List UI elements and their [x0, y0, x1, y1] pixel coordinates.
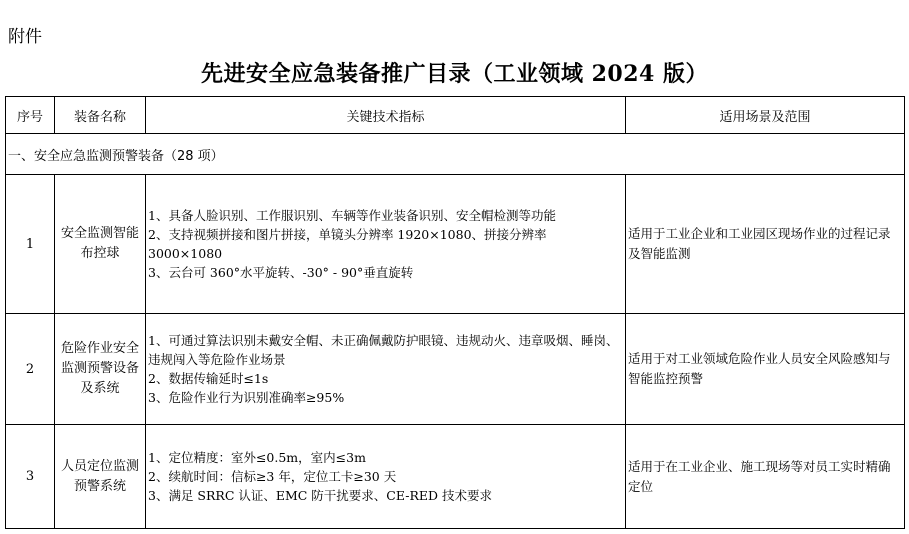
row-number: 2: [6, 314, 55, 425]
header-row: [6, 97, 905, 134]
spec-line: 2、续航时间：信标≥3 年，定位工卡≥30 天: [148, 469, 397, 484]
spec-line: 3、危险作业行为识别准确率≥95%: [148, 390, 345, 405]
spec-line: 2、支持视频拼接和图片拼接，单镜头分辨率 1920×1080、拼接分辨率 3000×1080: [148, 227, 547, 261]
column-header-key-specs: 关键技术指标: [146, 97, 626, 134]
key-specs: [146, 314, 626, 425]
row-number: 3: [6, 425, 55, 529]
equipment-name: 危险作业安全监测预警设备及系统: [55, 314, 146, 425]
equipment-name: 安全监测智能布控球: [55, 175, 146, 314]
equipment-catalog-table: [5, 96, 905, 529]
spec-line: 3、云台可 360°水平旋转、-30° - 90°垂直旋转: [148, 265, 414, 280]
application-scope: 适用于工业企业和工业园区现场作业的过程记录及智能监测: [626, 175, 905, 314]
column-header-scope: 适用场景及范围: [626, 97, 905, 134]
table-row: [6, 425, 905, 529]
row-number: 1: [6, 175, 55, 314]
attachment-label: 附件: [8, 27, 42, 47]
key-specs: [146, 175, 626, 314]
application-scope: 适用于在工业企业、施工现场等对员工实时精确定位: [626, 425, 905, 529]
application-scope: 适用于对工业领域危险作业人员安全风险感知与智能监控预警: [626, 314, 905, 425]
spec-line: 2、数据传输延时≤1s: [148, 371, 269, 386]
column-header-number: 序号: [6, 97, 55, 134]
table-row: [6, 314, 905, 425]
section-title: 一、安全应急监测预警装备（28 项）: [6, 134, 905, 175]
spec-line: 1、可通过算法识别未戴安全帽、未正确佩戴防护眼镜、违规动火、违章吸烟、睡岗、违规闯入等危险作业场景: [148, 333, 619, 367]
key-specs: [146, 425, 626, 529]
spec-line: 1、具备人脸识别、工作服识别、车辆等作业装备识别、安全帽检测等功能: [148, 208, 556, 223]
section-row: [6, 134, 905, 175]
equipment-name: 人员定位监测预警系统: [55, 425, 146, 529]
spec-line: 1、定位精度：室外≤0.5m，室内≤3m: [148, 450, 366, 465]
table-row: [6, 175, 905, 314]
document-title: 先进安全应急装备推广目录（工业领域 2024 版）: [200, 61, 709, 87]
spec-line: 3、满足 SRRC 认证、EMC 防干扰要求、CE-RED 技术要求: [148, 488, 492, 503]
column-header-equipment-name: 装备名称: [55, 97, 146, 134]
